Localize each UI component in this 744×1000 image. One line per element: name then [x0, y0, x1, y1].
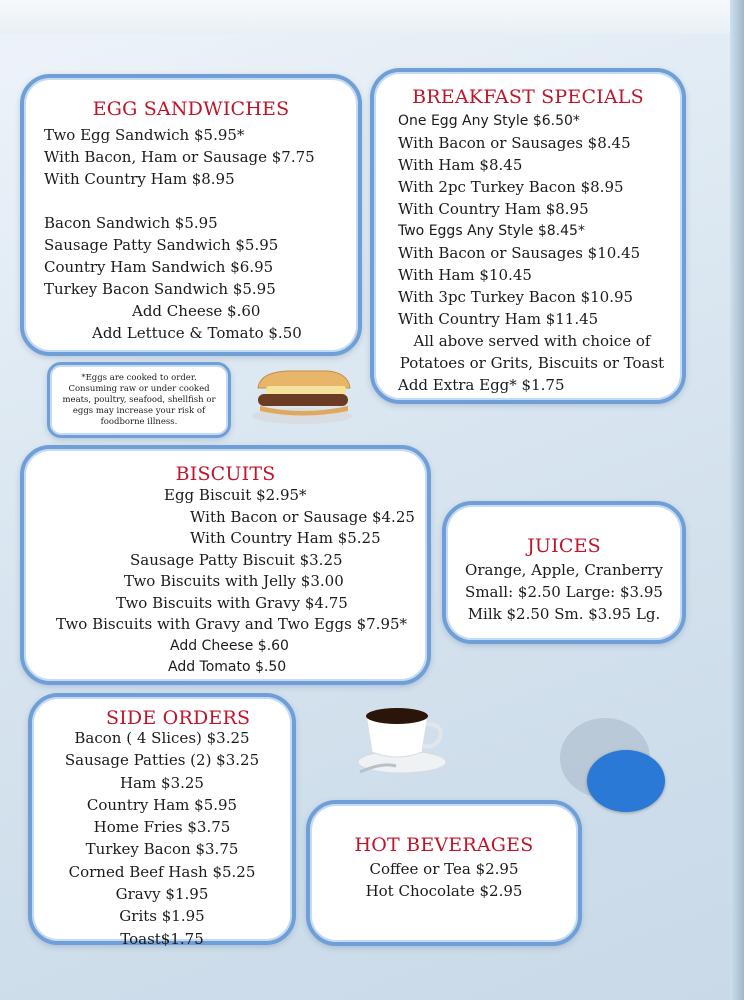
- juices-title: JUICES: [527, 535, 601, 557]
- biscuits-panel: [20, 445, 431, 685]
- side-orders-list: [32, 727, 292, 950]
- hot-beverages-title: HOT BEVERAGES: [354, 834, 534, 856]
- menu-item: Milk $2.50 Sm. $3.95 Lg.: [467, 605, 661, 623]
- biscuits-list: [24, 485, 427, 679]
- menu-item: Bacon Sandwich $5.95: [44, 214, 218, 232]
- coffee-cup-image: [352, 700, 452, 780]
- sandwich-image: [248, 366, 356, 426]
- menu-item: Hot Chocolate $2.95: [365, 882, 523, 900]
- egg-sandwiches-list: [44, 124, 315, 344]
- biscuits-title: BISCUITS: [175, 463, 276, 485]
- menu-item: Coffee or Tea $2.95: [369, 860, 519, 878]
- served-with-note: All above served with choice of: [413, 332, 651, 350]
- menu-item: Grits $1.95: [119, 907, 205, 926]
- menu-item: Corned Beef Hash $5.25: [68, 862, 256, 881]
- menu-item: Small: $2.50 Large: $3.95: [465, 583, 663, 601]
- menu-item: With Ham $10.45: [398, 266, 532, 284]
- juices-panel: [442, 501, 686, 644]
- menu-item: With 3pc Turkey Bacon $10.95: [398, 288, 634, 306]
- menu-item: Gravy $1.95: [115, 885, 209, 904]
- hot-beverages-panel: [306, 800, 582, 946]
- page-right-edge: [730, 0, 744, 1000]
- menu-item: Add Cheese $.60: [132, 302, 261, 320]
- menu-item: Two Biscuits with Gravy $4.75: [116, 593, 348, 612]
- juices-list: [446, 559, 682, 625]
- page-top-edge: [0, 0, 744, 34]
- menu-item: Sausage Patty Biscuit $3.25: [130, 550, 343, 569]
- menu-item: Two Biscuits with Gravy and Two Eggs $7.95*: [56, 615, 408, 633]
- spacer: [44, 190, 315, 212]
- served-with-note: Potatoes or Grits, Biscuits or Toast: [399, 354, 665, 372]
- menu-item: Country Ham $5.95: [86, 795, 238, 814]
- menu-item: With Bacon, Ham or Sausage $7.75: [44, 148, 315, 166]
- egg-sandwiches-panel: [20, 74, 362, 356]
- menu-item: Bacon ( 4 Slices) $3.25: [74, 729, 250, 747]
- menu-item: Turkey Bacon Sandwich $5.95: [44, 280, 276, 298]
- menu-item: Home Fries $3.75: [93, 818, 231, 837]
- menu-item: With Country Ham $8.95: [398, 200, 589, 218]
- menu-item: Orange, Apple, Cranberry: [465, 561, 663, 579]
- menu-item: Add Extra Egg* $1.75: [398, 376, 565, 394]
- menu-item: Turkey Bacon $3.75: [85, 840, 239, 859]
- menu-item: One Egg Any Style $6.50*: [398, 113, 580, 129]
- menu-item: Ham $3.25: [120, 773, 204, 792]
- menu-item: Two Egg Sandwich $5.95*: [44, 126, 245, 144]
- menu-item: Add Cheese $.60: [170, 637, 289, 654]
- breakfast-specials-panel: [370, 68, 686, 404]
- menu-item: Egg Biscuit $2.95*: [164, 486, 307, 504]
- menu-item: Toast$1.75: [120, 929, 204, 948]
- menu-item: With Ham $8.45: [398, 156, 523, 174]
- hot-beverages-list: [310, 858, 578, 902]
- menu-item: With Country Ham $11.45: [398, 310, 599, 328]
- breakfast-specials-title: BREAKFAST SPECIALS: [412, 86, 644, 108]
- menu-item: With Bacon or Sausages $8.45: [398, 134, 631, 152]
- blue-sticker-dot: [587, 750, 665, 812]
- food-safety-notice: [47, 362, 231, 438]
- menu-item: Two Eggs Any Style $8.45*: [398, 223, 585, 239]
- menu-item: With Bacon or Sausage $4.25: [190, 507, 415, 526]
- menu-item: Add Lettuce & Tomato $.50: [92, 324, 302, 342]
- menu-item: Sausage Patty Sandwich $5.95: [44, 236, 279, 254]
- menu-item: Add Tomato $.50: [168, 659, 287, 675]
- menu-item: Country Ham Sandwich $6.95: [44, 258, 274, 276]
- menu-item: With Country Ham $8.95: [44, 170, 235, 188]
- menu-item: Sausage Patties (2) $3.25: [64, 751, 260, 770]
- menu-item: With 2pc Turkey Bacon $8.95: [398, 178, 624, 196]
- menu-item: Two Biscuits with Jelly $3.00: [124, 572, 344, 590]
- breakfast-specials-list: [398, 110, 666, 396]
- menu-item: With Country Ham $5.25: [190, 529, 381, 547]
- notice-text: *Eggs are cooked to order. Consuming raw or under cooked meats, poultry, seafood, shellfish or eggs may increase your risk of foodborne illness.: [62, 373, 216, 427]
- egg-sandwiches-title: EGG SANDWICHES: [92, 98, 290, 120]
- menu-item: With Bacon or Sausages $10.45: [398, 244, 641, 262]
- side-orders-panel: [28, 693, 296, 948]
- side-orders-title: SIDE ORDERS: [106, 707, 251, 729]
